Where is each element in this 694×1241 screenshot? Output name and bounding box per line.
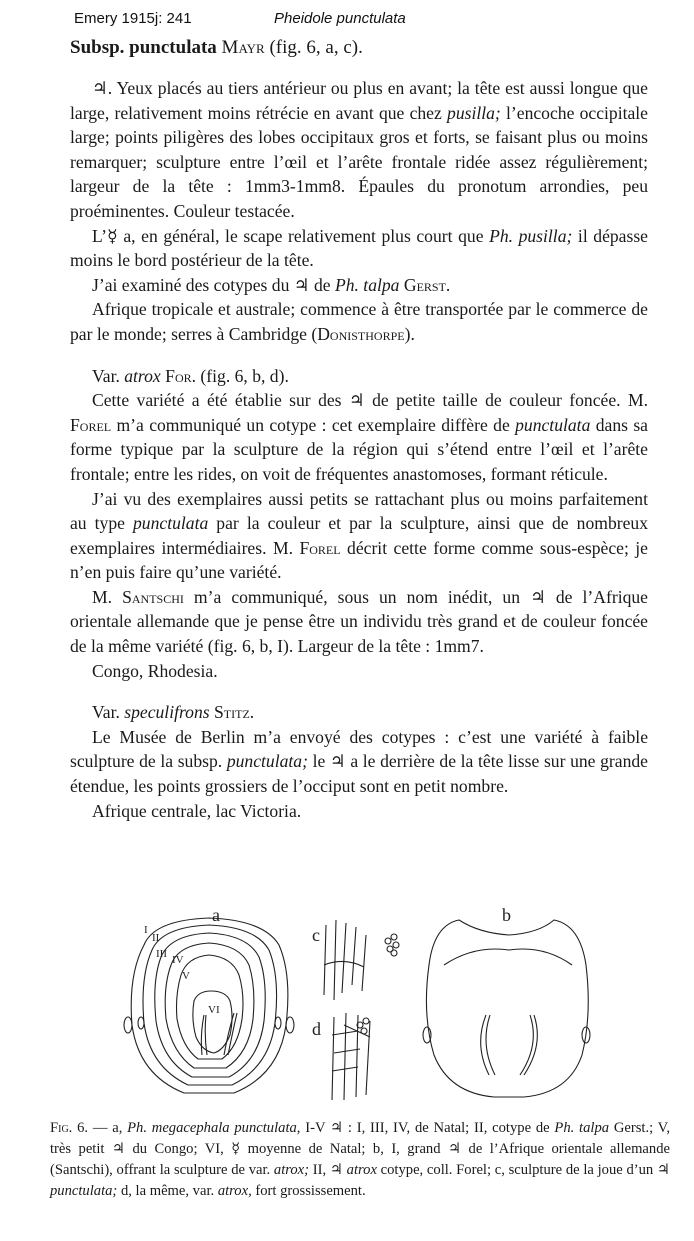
- var1-author: For.: [165, 365, 197, 386]
- p5-text-c: m’a communiqué un cotype : cet exemplaire diffère de: [111, 414, 516, 435]
- caption-part-14: fort grossissement.: [251, 1183, 366, 1199]
- variety-atrox-heading: [70, 364, 648, 389]
- p4-text-a: Afrique tropicale et australe; commence à être transportée par le commerce de par le monde; serres à Cambridge (: [70, 299, 648, 344]
- p5-text-e: dans sa forme typique par la sculpture de la région qui s’étend entre l’œil et l’arête frontale; entre les rides, on voit de fréquentes anastomoses, formant réticule.: [70, 414, 648, 484]
- p6-text-c: par la couleur et par la sculpture, ainsi que de nombreux exemplaires intermédiaires. M.: [70, 513, 649, 558]
- title-subspecies: Subsp. punctulata: [70, 37, 217, 58]
- paragraph-5: [70, 388, 648, 486]
- fig-roman-IV: IV: [172, 954, 184, 966]
- head-outline-b: [426, 920, 588, 1097]
- caption-part-12: d, la même, var.: [117, 1183, 218, 1199]
- p6-text-e: décrit cette forme comme sous-espèce; je n’en puis faire qu’une variété.: [70, 537, 648, 583]
- var2-text-a: Var.: [92, 702, 125, 723]
- p3-author: Gerst.: [403, 274, 451, 295]
- fig-roman-III: III: [156, 948, 167, 960]
- paragraph-9: [70, 725, 648, 799]
- var1-italic: atrox: [124, 365, 161, 386]
- p9-text-c: le ♃ a le derrière de la tête lisse sur une grande étendue, les points grossiers de l’occiput sont en petit nombre.: [70, 751, 648, 797]
- caption-part-3: Ph. megacephala punctulata,: [127, 1120, 301, 1136]
- var2-author: Stitz.: [214, 702, 255, 723]
- p7-author: Santschi: [122, 586, 184, 607]
- header-citation: Emery 1915j: 241: [74, 10, 192, 27]
- caption-part-13: atrox,: [217, 1183, 252, 1199]
- paragraph-8: Congo, Rhodesia.: [92, 660, 218, 681]
- caption-part-9: atrox: [346, 1162, 377, 1178]
- p6-italic: punctulata: [133, 513, 209, 534]
- p9-text-a: Le Musée de Berlin m’a envoyé des cotypes : c’est une variété à faible sculpture de la subsp.: [70, 726, 648, 772]
- p7-text-c: m’a communiqué, sous un nom inédit, un ♃ de l’Afrique orientale allemande que je pense être un individu très grand et de couleur foncée de la même variété (fig. 6, b, I). Largeur de la tête : 1mm7.: [70, 586, 648, 657]
- p9-italic: punctulata;: [226, 751, 308, 772]
- var1-text-a: Var.: [92, 365, 125, 386]
- p5-author: Forel: [70, 414, 112, 435]
- body-text: [70, 76, 648, 823]
- caption-part-5: Ph. talpa: [554, 1120, 610, 1136]
- fig-label-c: c: [312, 925, 320, 945]
- caption-part-6: Gerst.; V, très petit ♃ du Congo; VI, ☿ moyenne de Natal; b, I, grand ♃ de l’Afrique orientale allemande (Santschi), offrant la sculpture de var.: [50, 1120, 670, 1178]
- caption-fig-label: Fig. 6.: [50, 1120, 89, 1136]
- fig-roman-I: I: [144, 924, 148, 936]
- p7-text-a: M.: [92, 586, 123, 607]
- fig-label-a: a: [212, 905, 220, 925]
- p2-text-c: il dépasse moins le bord postérieur de la tête.: [70, 225, 648, 271]
- p3-italic: Ph. talpa: [334, 274, 400, 295]
- p4-text-c: ).: [404, 323, 415, 344]
- paragraph-7: [70, 585, 648, 659]
- title-fig-ref: (fig. 6, a, c).: [269, 37, 363, 58]
- p1-italic: pusilla;: [447, 102, 501, 123]
- paragraph-6: [70, 487, 648, 585]
- paragraph-1: [70, 76, 648, 224]
- fig-label-d: d: [312, 1019, 321, 1039]
- p6-text-a: J’ai vu des exemplaires aussi petits se rattachant plus ou moins parfaitement au type: [70, 488, 648, 534]
- fig-label-b: b: [502, 905, 511, 925]
- title-author: Mayr: [221, 37, 265, 58]
- p2-italic: Ph. pusilla;: [489, 225, 573, 246]
- p2-text-a: L’☿ a, en général, le scape relativement plus court que: [92, 225, 490, 246]
- p3-text-a: J’ai examiné des cotypes du ♃ de: [92, 274, 335, 295]
- p4-author: Donisthorpe: [317, 323, 405, 344]
- section-title: [70, 37, 363, 59]
- header-species: Pheidole punctulata: [274, 10, 406, 27]
- figure-caption: [50, 1118, 670, 1202]
- fig-roman-VI: VI: [208, 1004, 220, 1016]
- var1-fig-ref: (fig. 6, b, d).: [196, 365, 289, 386]
- paragraph-4: [70, 297, 648, 346]
- fig-roman-V: V: [182, 970, 190, 982]
- p6-author: Forel: [299, 537, 341, 558]
- var2-italic: speculifrons: [124, 702, 210, 723]
- caption-part-11: punctulata;: [50, 1183, 118, 1199]
- caption-part-7: atrox;: [273, 1162, 310, 1178]
- figure-6-drawing: [114, 905, 594, 1105]
- caption-part-10: cotype, coll. Forel; c, sculpture de la joue d’un ♃: [376, 1162, 670, 1178]
- caption-part-2: — a,: [88, 1120, 128, 1136]
- paragraph-10: Afrique centrale, lac Victoria.: [92, 800, 302, 821]
- paragraph-3: [70, 273, 648, 298]
- variety-speculifrons-heading: [70, 700, 648, 725]
- caption-part-4: I-V ♃ : I, III, IV, de Natal; II, cotype de: [300, 1120, 555, 1136]
- p1-text-a: ♃. Yeux placés au tiers antérieur ou plus en avant; la tête est aussi longue que large, relativement moins rétrécie en avant que chez: [70, 78, 648, 123]
- fig-roman-II: II: [152, 932, 160, 944]
- p1-text-c: l’encoche occipitale large; points piligères des lobes occipitaux gros et forts, se faisant plus ou moins remarquer; sculpture entre l’œil et l’arête frontale ridée assez régulièrement; largeur de la tête : 1mm3-1mm8. Épaules du pronotum arrondies, peu proéminentes. Couleur testacée.: [70, 102, 648, 221]
- paragraph-2: [70, 224, 648, 273]
- p5-text-a: Cette variété a été établie sur des ♃ de petite taille de couleur foncée. M.: [92, 390, 648, 411]
- caption-part-8: II, ♃: [309, 1162, 347, 1178]
- p5-italic: punctulata: [515, 414, 591, 435]
